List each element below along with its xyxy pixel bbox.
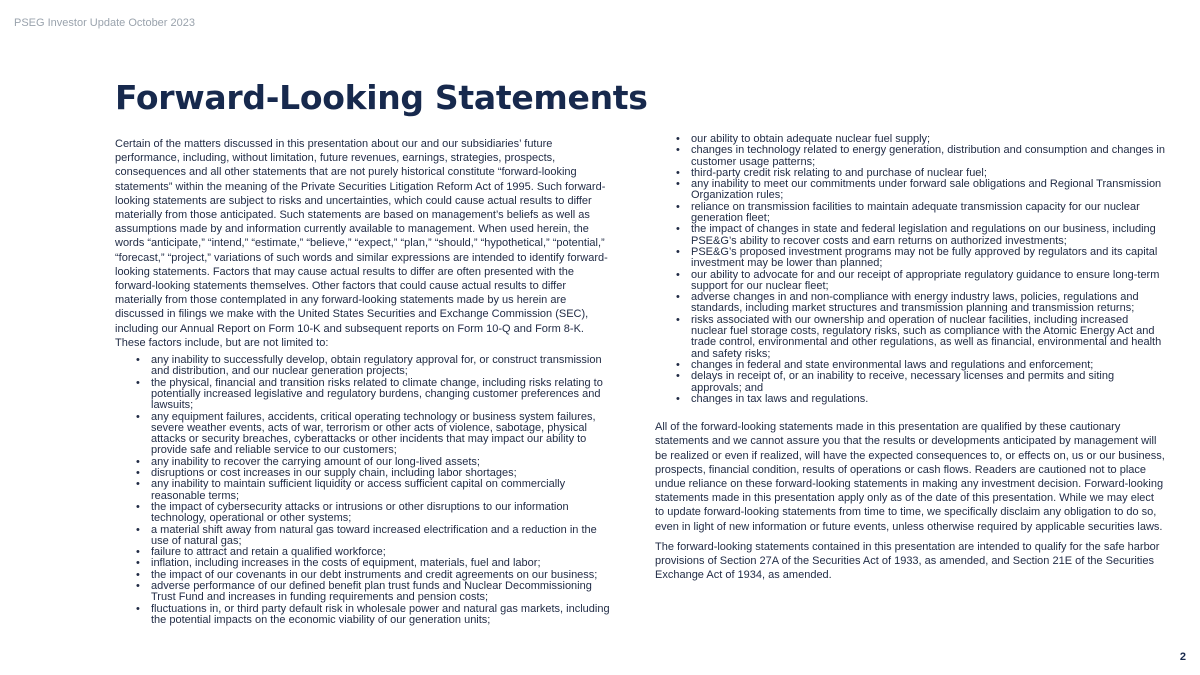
list-item: • any inability to successfully develop, obtain regulatory approval for, or construct transmission and distribution, and our nuclear generation projects; <box>136 355 615 378</box>
list-item: • the impact of our covenants in our debt instruments and credit agreements on our business; <box>136 570 615 581</box>
list-item: • third-party credit risk relating to and purchase of nuclear fuel; <box>676 168 1165 179</box>
list-item: • our ability to advocate for and our receipt of appropriate regulatory guidance to ensure long-term support for our nuclear fleet; <box>676 270 1165 293</box>
list-item: • changes in tax laws and regulations. <box>676 394 1165 405</box>
list-item: • reliance on transmission facilities to maintain adequate transmission capacity for our nuclear generation fleet; <box>676 202 1165 225</box>
right-bullet-list <box>655 134 1165 405</box>
list-item: • inflation, including increases in the costs of equipment, materials, fuel and labor; <box>136 558 615 569</box>
list-item: • any inability to maintain sufficient liquidity or access sufficient capital on commercially reasonable terms; <box>136 479 615 502</box>
list-item: • adverse changes in and non-compliance with energy industry laws, policies, regulations and standards, including market structures and transmission planning and transmission returns; <box>676 292 1165 315</box>
list-item: • PSE&G’s proposed investment programs may not be fully approved by regulators and its capital investment may be lower than planned; <box>676 247 1165 270</box>
list-item: • disruptions or cost increases in our supply chain, including labor shortages; <box>136 468 615 479</box>
list-item: • the impact of cybersecurity attacks or intrusions or other disruptions to our information technology, operational or other systems; <box>136 502 615 525</box>
list-item: • adverse performance of our defined benefit plan trust funds and Nuclear Decommissioning Trust Fund and increases in funding requirements and pension costs; <box>136 581 615 604</box>
list-item: • changes in federal and state environmental laws and regulations and enforcement; <box>676 360 1165 371</box>
intro-paragraph: Certain of the matters discussed in this presentation about our and our subsidiaries’ future performance, including, without limitation, future revenues, earnings, strategies, prospects, consequences and all other statements that are not purely historical constitute “forward-looking statements” within the meaning of the Private Securities Litigation Reform Act of 1995. Such forward-looking statements are subject to risks and uncertainties, which could cause actual results to differ materially from those anticipated. Such statements are based on management’s beliefs as well as assumptions made by and information currently available to management. When used herein, the words “anticipate,” “intend,” “estimate,” “believe,” “expect,” “plan,” “should,” “hypothetical,” “potential,” “forecast,” “project,” variations of such words and similar expressions are intended to identify forward-looking statements. Factors that may cause actual results to differ are often presented with the forward-looking statements themselves. Other factors that could cause actual results to differ materially from those contemplated in any forward-looking statements made by us herein are discussed in filings we make with the United States Securities and Exchange Commission (SEC), including our Annual Report on Form 10-K and subsequent reports on Form 10-Q and Form 8-K. These factors include, but are not limited to: <box>115 138 608 349</box>
list-item: • a material shift away from natural gas toward increased electrification and a reduction in the use of natural gas; <box>136 525 615 548</box>
right-column <box>655 134 1165 582</box>
left-bullet-list <box>115 355 615 626</box>
list-item: • delays in receipt of, or an inability to receive, necessary licenses and permits and siting approvals; and <box>676 371 1165 394</box>
list-item: • any inability to recover the carrying amount of our long-lived assets; <box>136 457 615 468</box>
list-item: • changes in technology related to energy generation, distribution and consumption and changes in customer usage patterns; <box>676 145 1165 168</box>
header-text: PSEG Investor Update October 2023 <box>14 17 195 29</box>
list-item: • our ability to obtain adequate nuclear fuel supply; <box>676 134 1165 145</box>
list-item: • failure to attract and retain a qualified workforce; <box>136 547 615 558</box>
page-number: 2 <box>1179 651 1186 663</box>
cautionary-paragraph: All of the forward-looking statements made in this presentation are qualified by these cautionary statements and we cannot assure you that the results or developments anticipated by management will be realized or even if realized, will have the expected consequences to, or effects on, us or our business, prospects, financial condition, results of operations or cash flows. Readers are cautioned not to place undue reliance on these forward-looking statements in making any investment decision. Forward-looking statements made in this presentation apply only as of the date of this presentation. While we may elect to update forward-looking statements from time to time, we specifically disclaim any obligation to do so, even in light of new information or future events, unless otherwise required by applicable securities laws. <box>655 421 1165 533</box>
list-item: • any inability to meet our commitments under forward sale obligations and Regional Transmission Organization rules; <box>676 179 1165 202</box>
page-title: Forward-Looking Statements <box>115 78 648 117</box>
list-item: • the physical, financial and transition risks related to climate change, including risks relating to potentially increased legislative and regulatory burdens, changing customer preferences and lawsuits; <box>136 378 615 412</box>
left-column <box>115 137 615 626</box>
safe-harbor-paragraph: The forward-looking statements contained in this presentation are intended to qualify for the safe harbor provisions of Section 27A of the Securities Act of 1933, as amended, and Section 21E of the Securities Exchange Act of 1934, as amended. <box>655 540 1160 582</box>
list-item: • risks associated with our ownership and operation of nuclear facilities, including increased nuclear fuel storage costs, regulatory risks, such as compliance with the Atomic Energy Act and trade control, environmental and other regulations, as well as financial, environmental and health and safety risks; <box>676 315 1165 360</box>
list-item: • any equipment failures, accidents, critical operating technology or business system failures, severe weather events, acts of war, terrorism or other acts of violence, sabotage, physical attacks or security breaches, cyberattacks or other incidents that may impact our ability to provide safe and reliable service to our customers; <box>136 412 615 457</box>
list-item: • fluctuations in, or third party default risk in wholesale power and natural gas markets, including the potential impacts on the economic viability of our generation units; <box>136 604 615 627</box>
list-item: • the impact of changes in state and federal legislation and regulations on our business, including PSE&G’s ability to recover costs and earn returns on authorized investments; <box>676 224 1165 247</box>
